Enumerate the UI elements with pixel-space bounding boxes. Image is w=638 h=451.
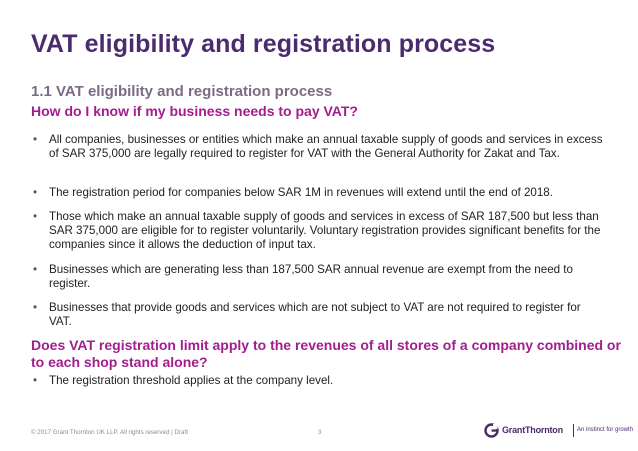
bullet-glyph: • [33,210,38,223]
logo-tagline: An instinct for growth [577,427,634,433]
slide-title: VAT eligibility and registration process [31,30,496,58]
company-logo [484,423,634,439]
grant-thornton-logo-icon [484,423,499,443]
bullet-glyph: • [33,301,38,314]
bullet-text: Businesses that provide goods and services which are not subject to VAT are not required to register for VAT. [49,301,581,328]
bullet-text: Those which make an annual taxable supply of goods and services in excess of SAR 187,500 but less than SAR 375,000 are eligible for to register voluntarily. Voluntary registration provides significant benefits for the companies since it allows the deduction of input tax. [49,210,601,251]
bullet-glyph: • [33,374,38,387]
bullet-glyph: • [33,186,38,199]
bullet-text: All companies, businesses or entities which make an annual taxable supply of goods and services in excess of SAR 375,000 are legally required to register for VAT with the General Authority for Zakat and Tax. [49,133,603,160]
bullet-item [33,374,603,388]
footer-copyright: © 2017 Grant Thornton UK LLP. All rights reserved | Draft [31,429,188,436]
bullet-item [33,263,603,291]
section-subtitle: 1.1 VAT eligibility and registration process [31,83,333,100]
bullet-item [33,186,603,200]
page-number: 3 [318,429,322,436]
bullet-item [33,133,603,161]
bullet-glyph: • [33,133,38,146]
question-heading-2: Does VAT registration limit apply to the revenues of all stores of a company combined or to each shop stand alone? [31,337,621,370]
logo-wordmark: GrantThornton [502,425,563,435]
bullet-text: The registration period for companies below SAR 1M in revenues will extend until the end of 2018. [49,186,553,199]
bullet-item [33,301,603,329]
bullet-text: Businesses which are generating less than 187,500 SAR annual revenue are exempt from the need to register. [49,263,573,290]
logo-divider [573,424,574,437]
bullet-item [33,210,603,252]
bullet-text: The registration threshold applies at the company level. [49,374,334,387]
bullet-glyph: • [33,263,38,276]
question-heading-1: How do I know if my business needs to pay VAT? [31,103,358,119]
